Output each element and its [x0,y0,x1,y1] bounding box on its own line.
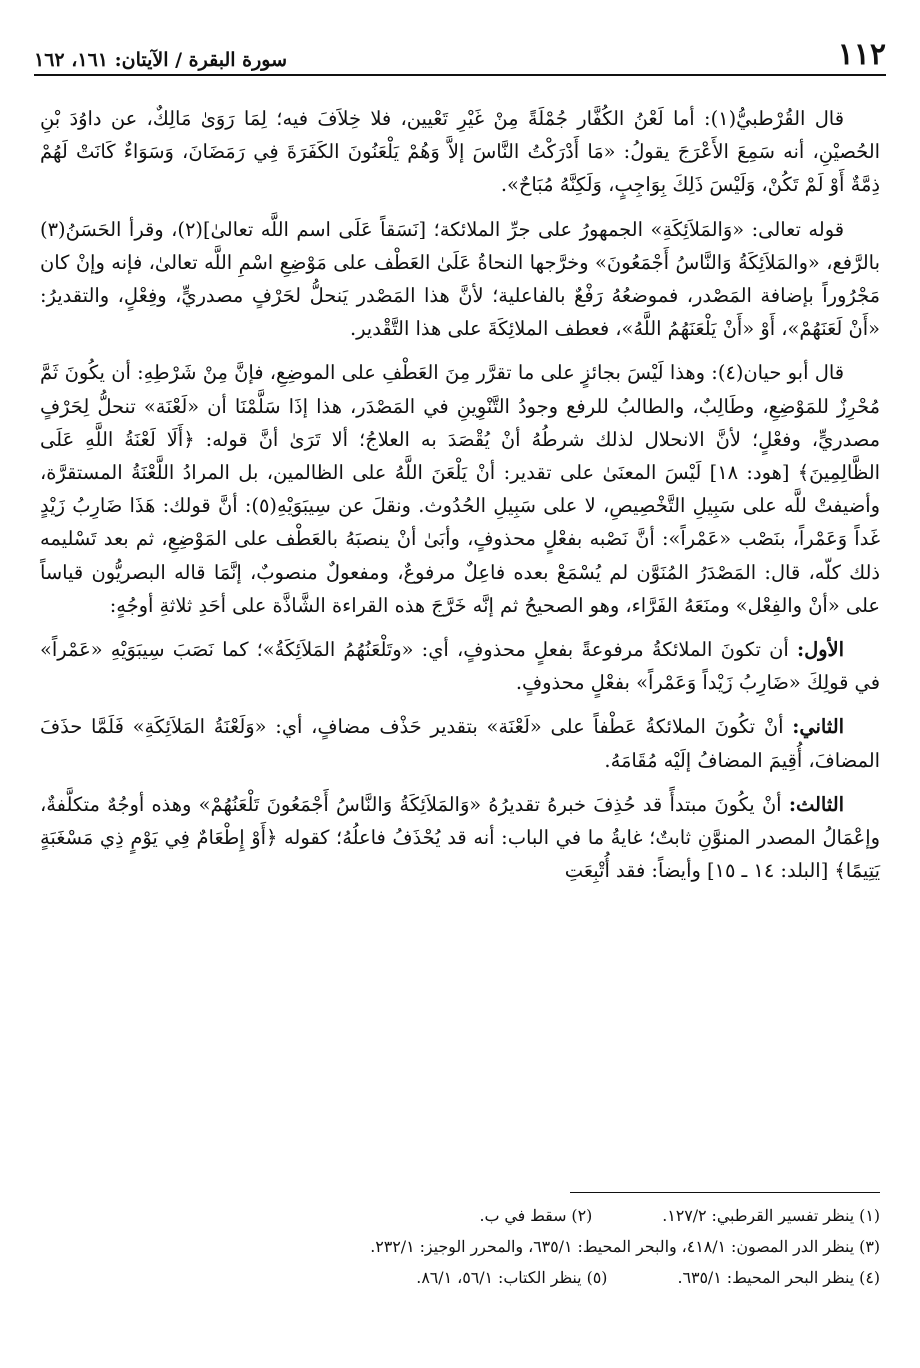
paragraph-abu-hayyan: قال أبو حيان(٤): وهذا لَيْسَ بجائزٍ على ما تقرَّر مِنَ العَطْفِ على الموضِعِ، فإنَّ مِنْ شَرْطِهِ: أن يكُونَ ثَمَّ مُحْرِزٌ للمَوْضِعِ، وطَالِبٌ، والطالبُ للرفع وجودُ التَّنْوِينِ في المَصْدَر، هذا إذَا سَلَّمْنَا أن «لَعْنَة» تنحلُّ لِحَرْفٍ مصدريٍّ، وفعْلٍ؛ لأنَّ الانحلال لذلك شرطُهُ أنْ يُقْصَدَ به العلاجُ؛ ألا تَرَىٰ أنَّ قوله: ﴿أَلَا لَعْنَةُ اللَّهِ عَلَى الظَّالِمِينَ﴾ [هود: ١٨] لَيْسَ المعنَىٰ على تقدير: أنْ يَلْعَنَ اللَّهُ على الظالمين، بل المرادُ اللَّعْنَةُ المستقرَّة، وأضيفتْ للَّه على سَبِيلِ التَّخْصِيصِ، لا على سَبِيلِ الحُدُوث. ونقلَ عن سِيبَوَيْهِ(٥): أنَّ قولك: هَذَا ضَارِبُ زَيْدٍ غَداً وَعَمْراً، بنَصْب «عَمْراً»: أنَّ نَصْبه بفعْلٍ محذوفٍ، وأبَىٰ أنْ ينصبَهُ بالعَطْف على المَوْضِعِ، ثم بعد تَسْليمه ذلك كلّه، قال: المَصْدَرُ المُنَوَّن لم يُسْمَعْ بعده فاعِلٌ مرفوعٌ، ومفعولٌ منصوبٌ، إنَّمَا قاله البصريُّون قياساً على «أنْ والفِعْل» ومنَعَهُ الفَرَّاء، وهو الصحيحُ ثم إنَّه خَرَّجَ هذه القراءة الشَّاذَّة على أحَدِ ثلاثةِ أوجُهٍ: [40,361,880,617]
third-view-label: الثالث: [788,792,844,816]
paragraph-second-view [40,710,880,776]
page-number: ١١٢ [837,37,886,72]
running-header [34,30,886,76]
second-view-label: الثاني: [792,715,844,739]
paragraph-qurtubi: قال القُرْطبيُّ(١): أما لَعْنُ الكُفَّار جُمْلَةً مِنْ غَيْرِ تَعْيين، فلا خِلاَفَ فيه؛ لِمَا رَوَىٰ مَالِكٌ، عن داوُدَ بْنِ الحُصيْنِ، أنه سَمِعَ الأَعْرَجَ يقولُ: «مَا أَدْرَكْتُ النَّاسَ إلاَّ وَهُمْ يَلْعَنُونَ الكَفَرَةَ فِي رَمَضَانَ، وَسَوَاءٌ كَانَتْ لَهُمْ ذِمَّةٌ أَوْ لَمْ تَكُنْ، وَلَيْسَ ذَلِكَ بِوَاجِبٍ، وَلَكِنَّهُ مُبَاحٌ». [40,107,880,197]
footnotes [40,1200,880,1293]
surah-title: سورة البقرة / الآيتان: ١٦١، ١٦٢ [34,49,288,71]
footnote-5: (٥) ينظر الكتاب: ٥٦/١، ٨٦/١. [416,1268,608,1287]
paragraph-first-view [40,633,880,699]
paragraph-almalaika: قوله تعالى: «وَالمَلاَئِكَةِ» الجمهورُ على جرِّ الملائكة؛ [نَسَقاً عَلَى اسم اللَّه تعالىٰ](٢)، وقرأ الحَسَنُ(٣) بالرَّفع، «والمَلاَئِكَةُ وَالنَّاسُ أَجْمَعُونَ» وخرَّجها النحاةُ عَلَىٰ العَطْف على مَوْضِعِ اسْمِ اللَّه تعالىٰ، فإنه وإنْ كان مَجْرُوراً بإضافة المَصْدر، فموضعُهُ رَفْعٌ بالفاعلية؛ لأنَّ هذا المَصْدر يَنحلُّ لحَرْفٍ مصدريٍّ، وفِعْلٍ، والتقديرُ: «أَنْ لَعَنَهُمْ»، أَوْ «أَنْ يَلْعَنَهُمُ اللَّهُ»، فعطف الملائِكَةَ على هذا التَّقْدير. [40,217,880,341]
footnote-1: (١) ينظر تفسير القرطبي: ١٢٧/٢. [662,1206,880,1225]
footnote-row [40,1200,880,1231]
paragraph-third-view [40,788,880,888]
footnote-row [40,1262,880,1293]
second-view-text: أنْ تكُونَ الملائكةُ عَطْفاً على «لَعْنَة» بتقدير حَذْف مضافٍ، أي: «وَلَعْنَةُ المَلاَئِكَةِ» فَلَمَّا حذَفَ المضافَ، أُقِيمَ المضافُ إلَيْه مُقَامَهُ. [40,715,880,772]
footnote-3: (٣) ينظر الدر المصون: ٤١٨/١، والبحر المحيط: ٦٣٥/١، والمحرر الوجيز: ٢٣٢/١. [370,1237,880,1256]
first-view-label: الأول: [796,638,844,662]
footnote-4: (٤) ينظر البحر المحيط: ٦٣٥/١. [677,1268,880,1287]
first-view-text: أن تكونَ الملائكةُ مرفوعةً بفعلٍ محذوفٍ، أي: «وتَلْعَنُهُمُ المَلاَئِكَةُ»؛ كما نَصَبَ سِيبَوَيْهِ «عَمْراً» في قولِكَ «ضَارِبُ زَيْداً وَعَمْراً» بفعْلٍ محذوفٍ. [40,638,880,695]
third-view-text: أنْ يكُونَ مبتدأً قد حُذِفَ خبرهُ تقديرُهُ «وَالمَلاَئِكَةُ وَالنَّاسُ أَجْمَعُونَ تَلْعَنُهُمْ» وهذه أوجُهٌ متكلَّفةٌ، وإعْمَالُ المصدر المنوَّنِ ثابتٌ؛ غايةُ ما في الباب: أنه قد يُحْذَفُ فاعلُهُ؛ كقوله ﴿أَوْ إِطْعَامٌ فِي يَوْمٍ ذِي مَسْغَبَةٍ يَتِيمًا﴾ [البلد: ١٤ ـ ١٥] وأيضاً: فقد أُتْبِعَتِ [40,792,880,883]
footnote-row [40,1231,880,1262]
footnote-2: (٢) سقط في ب. [479,1206,593,1225]
main-text [40,102,880,898]
footnote-divider [570,1192,880,1193]
